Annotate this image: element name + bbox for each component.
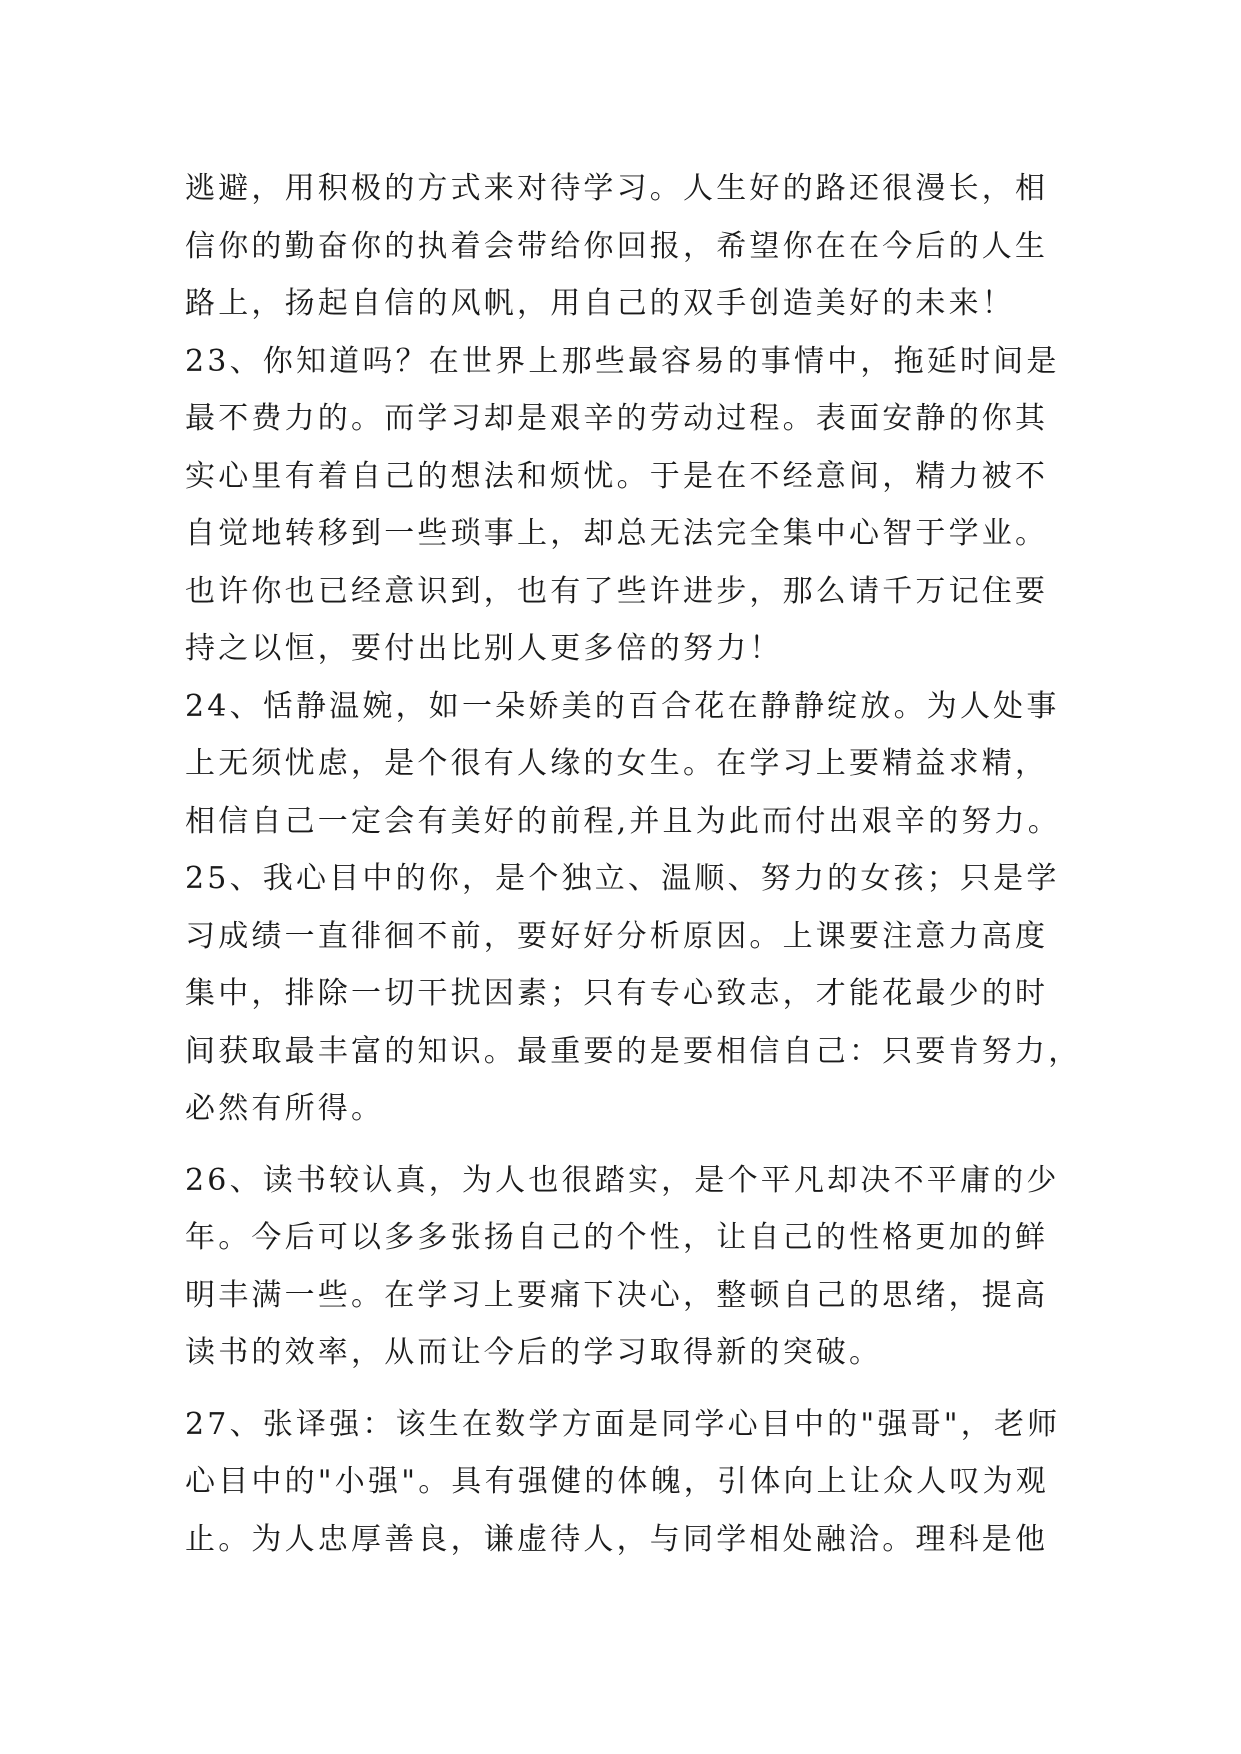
paragraph-27-start: 27、张译强：该生在数学方面是同学心目中的"强哥"，老师 [185,1406,1061,1442]
paragraph-spacer [185,1138,1055,1152]
text-line: 年。今后可以多多张扬自己的个性，让自己的性格更加的鲜 [185,1220,1049,1255]
document-body [185,160,1082,1568]
text-line: 路上，扬起自信的风帆，用自己的双手创造美好的未来！ [185,286,1015,321]
text-line: 信你的勤奋你的执着会带给你回报，希望你在在今后的人生 [185,228,1049,264]
text-line: 持之以恒，要付出比别人更多倍的努力！ [185,631,783,666]
text-line: 集中，排除一切干扰因素；只有专心致志，才能花最少的时 [185,976,1049,1011]
text-line: 相信自己一定会有美好的前程,并且为此而付出艰辛的努力。 [185,803,1061,839]
text-line: 逃避，用积极的方式来对待学习。人生好的路还很漫长，相 [185,171,1049,206]
paragraph-25-start: 25、我心目中的你，是个独立、温顺、努力的女孩；只是学 [185,861,1060,896]
text-line: 读书的效率，从而让今后的学习取得新的突破。 [185,1335,883,1370]
text-line: 明丰满一些。在学习上要痛下决心，整顿自己的思绪，提高 [185,1277,1049,1313]
text-line: 最不费力的。而学习却是艰辛的劳动过程。表面安静的你其 [185,401,1049,436]
text-line: 止。为人忠厚善良，谦虚待人，与同学相处融洽。理科是他 [185,1521,1049,1557]
text-line: 上无须忧虑，是个很有人缘的女生。在学习上要精益求精， [185,746,1049,781]
paragraph-spacer [185,1382,1055,1396]
text-line: 必然有所得。 [185,1091,385,1126]
text-line: 也许你也已经意识到，也有了些许进步，那么请千万记住要 [185,573,1049,609]
paragraph-24-start: 24、恬静温婉，如一朵娇美的百合花在静静绽放。为人处事 [185,688,1060,724]
text-line: 间获取最丰富的知识。最重要的是要相信自己：只要肯努力， [185,1033,1082,1069]
text-line: 自觉地转移到一些琐事上，却总无法完全集中心智于学业。 [185,516,1049,551]
paragraph-26-start: 26、读书较认真，为人也很踏实，是个平凡却决不平庸的少 [185,1162,1060,1198]
text-line: 实心里有着自己的想法和烦忧。于是在不经意间，精力被不 [185,458,1049,494]
paragraph-23-start: 23、你知道吗？在世界上那些最容易的事情中，拖延时间是 [185,343,1060,379]
text-line: 心目中的"小强"。具有强健的体魄，引体向上让众人叹为观 [185,1464,1049,1499]
text-line: 习成绩一直徘徊不前，要好好分析原因。上课要注意力高度 [185,918,1049,954]
